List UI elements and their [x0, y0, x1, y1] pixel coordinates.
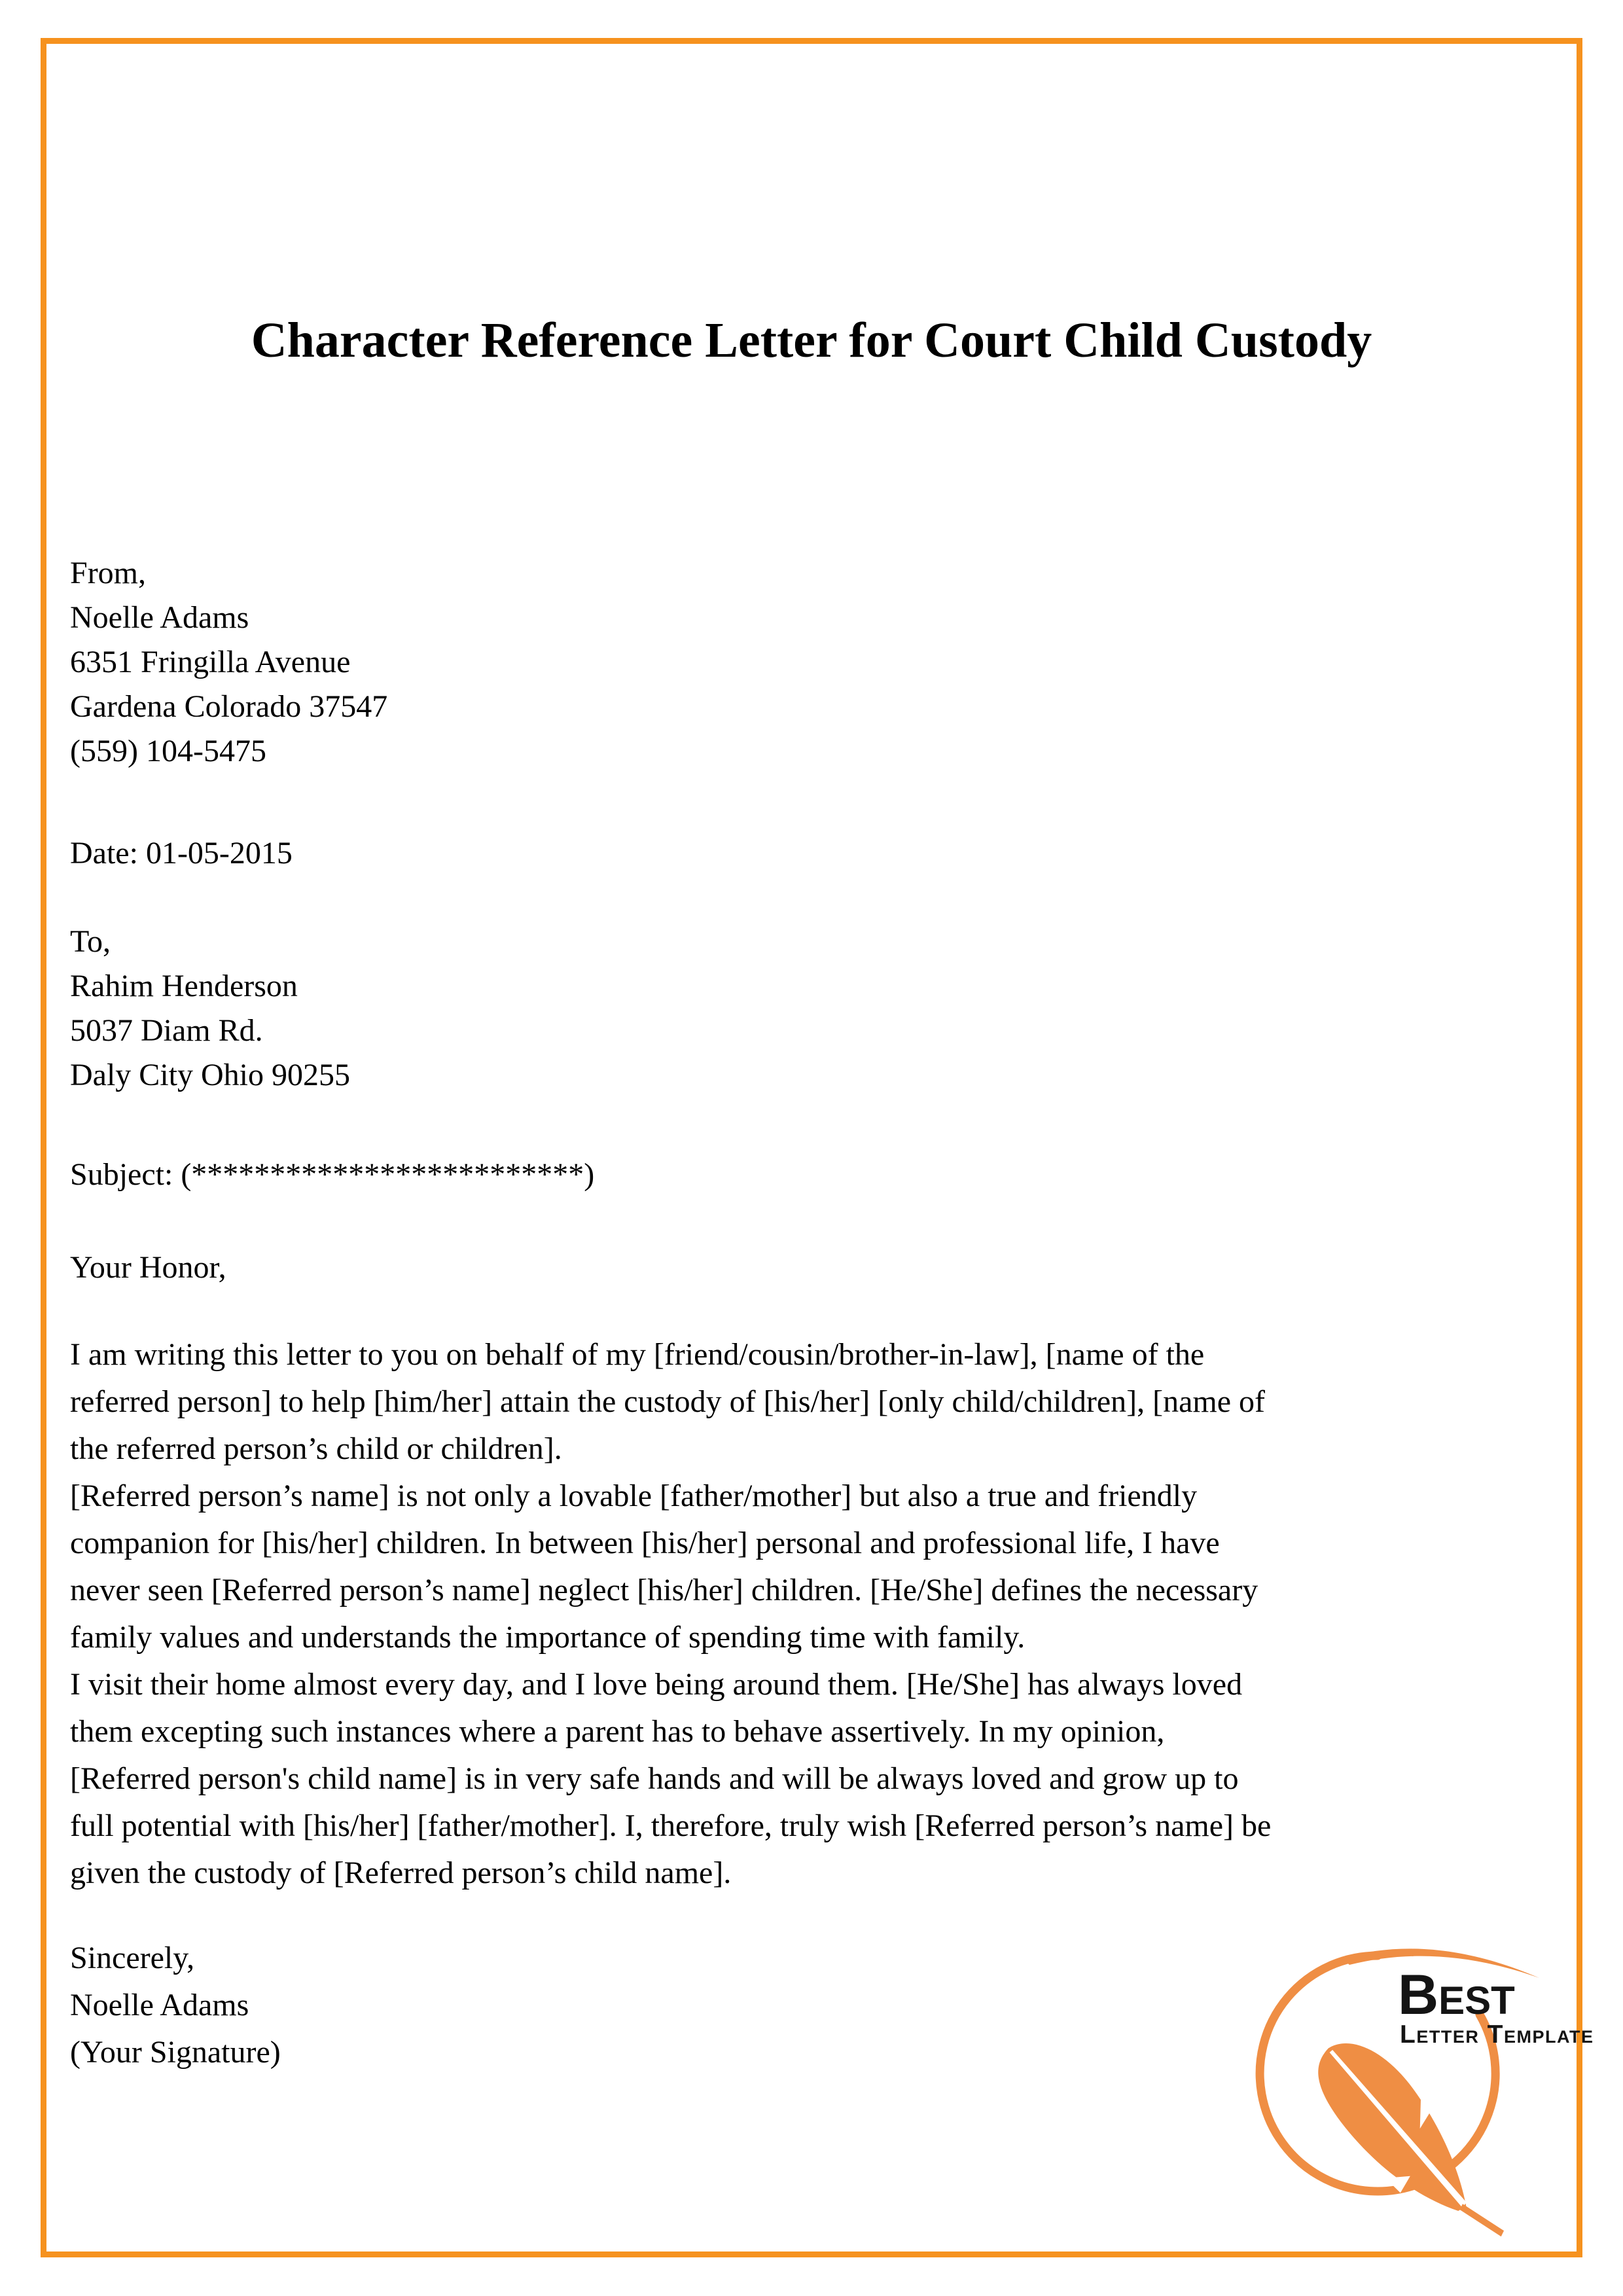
- sender-name: Noelle Adams: [70, 600, 249, 635]
- recipient-name: Rahim Henderson: [70, 969, 298, 1003]
- recipient-address-block: [70, 920, 350, 1098]
- body-line: [Referred person’s name] is not only a lovable [father/mother] but also a true and friendly: [70, 1479, 1198, 1513]
- recipient-label: To,: [70, 924, 111, 959]
- body-line: the referred person’s child or children].: [70, 1431, 562, 1466]
- body-line: family values and understands the importance of spending time with family.: [70, 1620, 1026, 1655]
- salutation: Your Honor,: [70, 1250, 226, 1285]
- letter-title: Character Reference Letter for Court Child Custody: [251, 313, 1372, 368]
- body-line: never seen [Referred person’s name] neglect [his/her] children. [He/She] defines the necessary: [70, 1573, 1258, 1607]
- body-line: I am writing this letter to you on behalf of my [friend/cousin/brother-in-law], [name of the: [70, 1337, 1205, 1372]
- sender-address-block: [70, 551, 387, 774]
- subject-line: Subject: (*************************): [70, 1157, 595, 1192]
- letter-body: [70, 1331, 1271, 1897]
- sender-street: 6351 Fringilla Avenue: [70, 645, 351, 679]
- sender-city: Gardena Colorado 37547: [70, 689, 388, 724]
- recipient-street: 5037 Diam Rd.: [70, 1013, 263, 1048]
- logo-tagline-text: Letter Template: [1400, 2020, 1594, 2049]
- closing-sincerely: Sincerely,: [70, 1941, 195, 1975]
- closing-block: [70, 1935, 281, 2076]
- logo-brand-text: Best: [1398, 1964, 1515, 2026]
- closing-signature: (Your Signature): [70, 2035, 281, 2070]
- recipient-city: Daly City Ohio 90255: [70, 1058, 350, 1092]
- body-line: I visit their home almost every day, and I love being around them. [He/She] has always loved: [70, 1667, 1243, 1702]
- body-line: [Referred person's child name] is in very safe hands and will be always loved and grow up to: [70, 1761, 1239, 1796]
- closing-name: Noelle Adams: [70, 1988, 249, 2022]
- date-line: Date: 01-05-2015: [70, 836, 293, 870]
- body-line: companion for [his/her] children. In between [his/her] personal and professional life, I have: [70, 1526, 1220, 1560]
- sender-label: From,: [70, 556, 147, 590]
- feather-icon: [1298, 2023, 1522, 2265]
- sender-phone: (559) 104-5475: [70, 734, 266, 768]
- body-line: given the custody of [Referred person’s child name].: [70, 1856, 732, 1890]
- body-line: them excepting such instances where a parent has to behave assertively. In my opinion,: [70, 1714, 1165, 1749]
- body-line: full potential with [his/her] [father/mother]. I, therefore, truly wish [Referred person’s name] be: [70, 1808, 1272, 1843]
- body-line: referred person] to help [him/her] attain the custody of [his/her] [only child/children], [name of: [70, 1384, 1266, 1419]
- brand-logo: [1243, 1924, 1610, 2265]
